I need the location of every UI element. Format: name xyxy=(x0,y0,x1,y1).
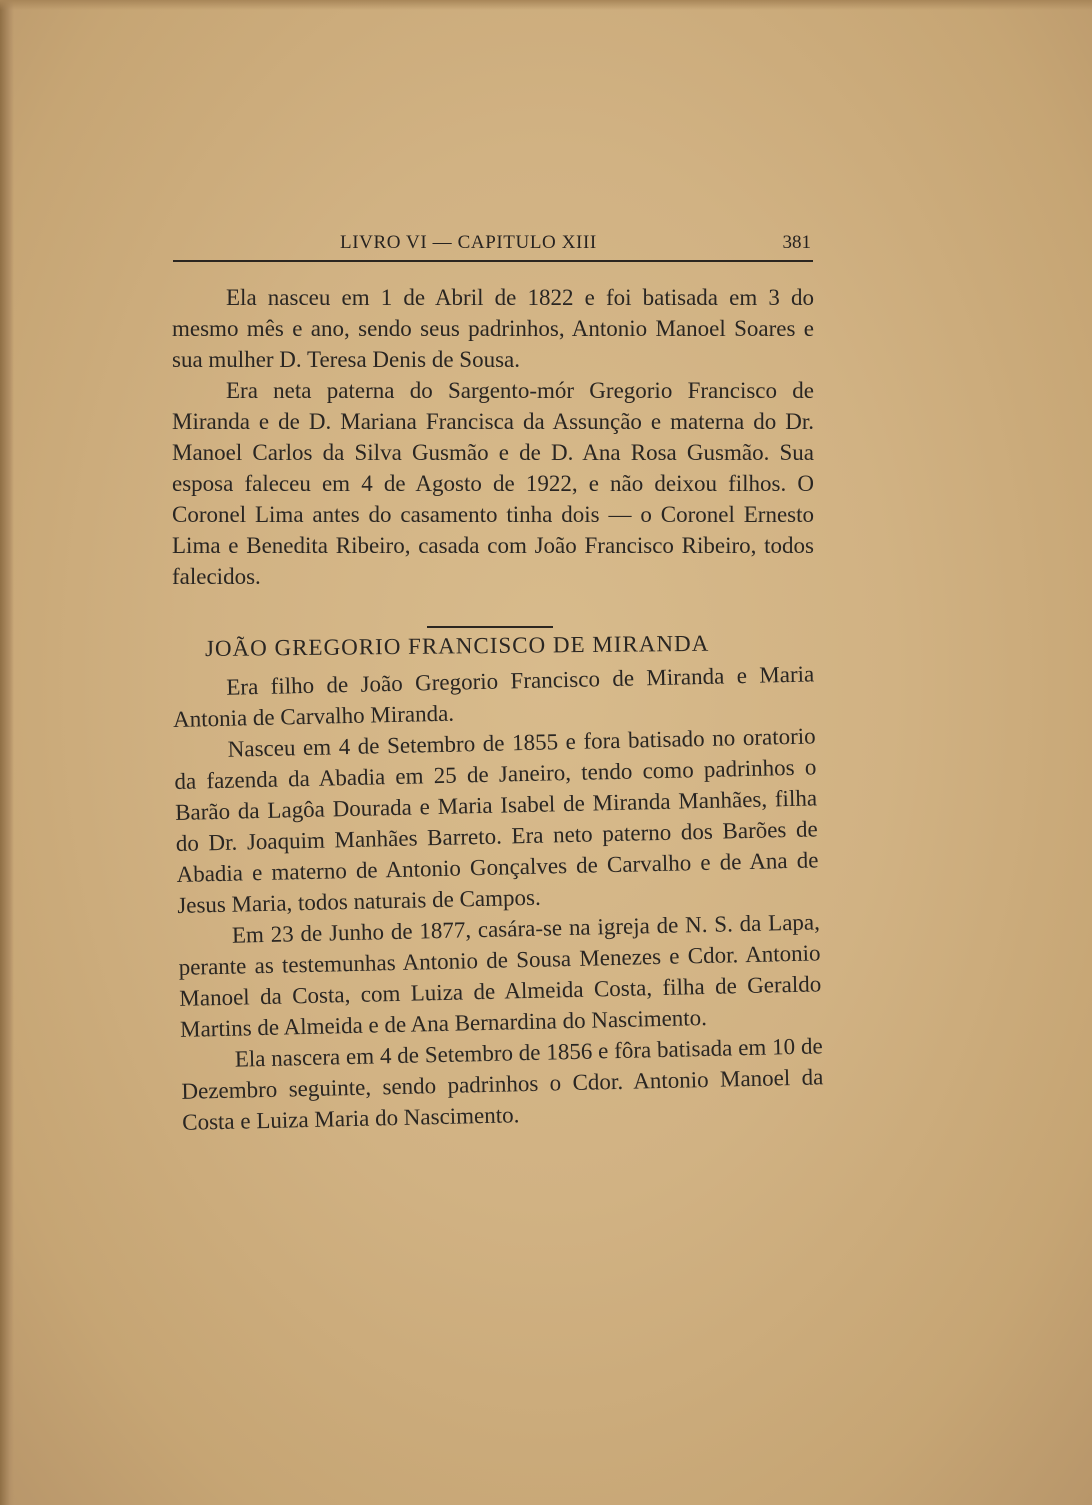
paragraph: Ela nasceu em 1 de Abril de 1822 e foi batisada em 3 do mesmo mês e ano, sendo seus padrinhos, Antonio Manoel Soares e sua mulher D. Teresa Denis de Sousa. xyxy=(172,285,814,372)
paragraph: Ela nascera em 4 de Setembro de 1856 e fôra batisada em 10 de Dezembro seguinte, sendo padrinhos o Cdor. Antonio Manoel da Costa e Luiza Maria do Nascimento. xyxy=(181,1033,824,1135)
paragraph: Era filho de João Gregorio Francisco de Miranda e Maria Antonia de Carvalho Miranda. xyxy=(172,661,815,732)
page-left-edge xyxy=(0,0,14,1505)
page-header xyxy=(173,230,813,262)
section-divider xyxy=(427,626,553,628)
page-top-edge xyxy=(0,0,1092,10)
paragraph: Nasceu em 4 de Setembro de 1855 e fora batisado no oratorio da fazenda da Abadia em 25 de Janeiro, tendo como padrinhos o Barão da Lagôa Dourada e Maria Isabel de Miranda Manhães, filha do Dr. Joaquim Manhães Barreto. Era neto paterno dos Barões de Abadia e materno de Antonio Gonçalves de Carvalho e de Ana de Jesus Maria, todos naturais de Campos. xyxy=(174,723,819,918)
running-head: LIVRO VI — CAPITULO XIII xyxy=(340,232,597,253)
paragraph: Em 23 de Junho de 1877, casára-se na igreja de N. S. da Lapa, perante as testemunhas Antonio de Sousa Menezes e Cdor. Antonio Manoel da Costa, com Luiza de Almeida Costa, filha de Geraldo Martins de Almeida e de Ana Bernardina do Nascimento. xyxy=(178,909,822,1042)
text-block-2 xyxy=(172,658,824,1137)
page-number: 381 xyxy=(782,232,811,253)
text-block-1 xyxy=(172,282,814,592)
section-title: JOÃO GREGORIO FRANCISCO DE MIRANDA xyxy=(204,630,710,661)
paragraph: Era neta paterna do Sargento-mór Gregorio Francisco de Miranda e de D. Mariana Francisca da Assunção e materna do Dr. Manoel Carlos da Silva Gusmão e de D. Ana Rosa Gusmão. Sua esposa faleceu em 4 de Agosto de 1922, e não deixou filhos. O Coronel Lima antes do casamento tinha dois — o Coronel Ernesto Lima e Benedita Ribeiro, casada com João Francisco Ribeiro, todos falecidos. xyxy=(172,378,814,589)
